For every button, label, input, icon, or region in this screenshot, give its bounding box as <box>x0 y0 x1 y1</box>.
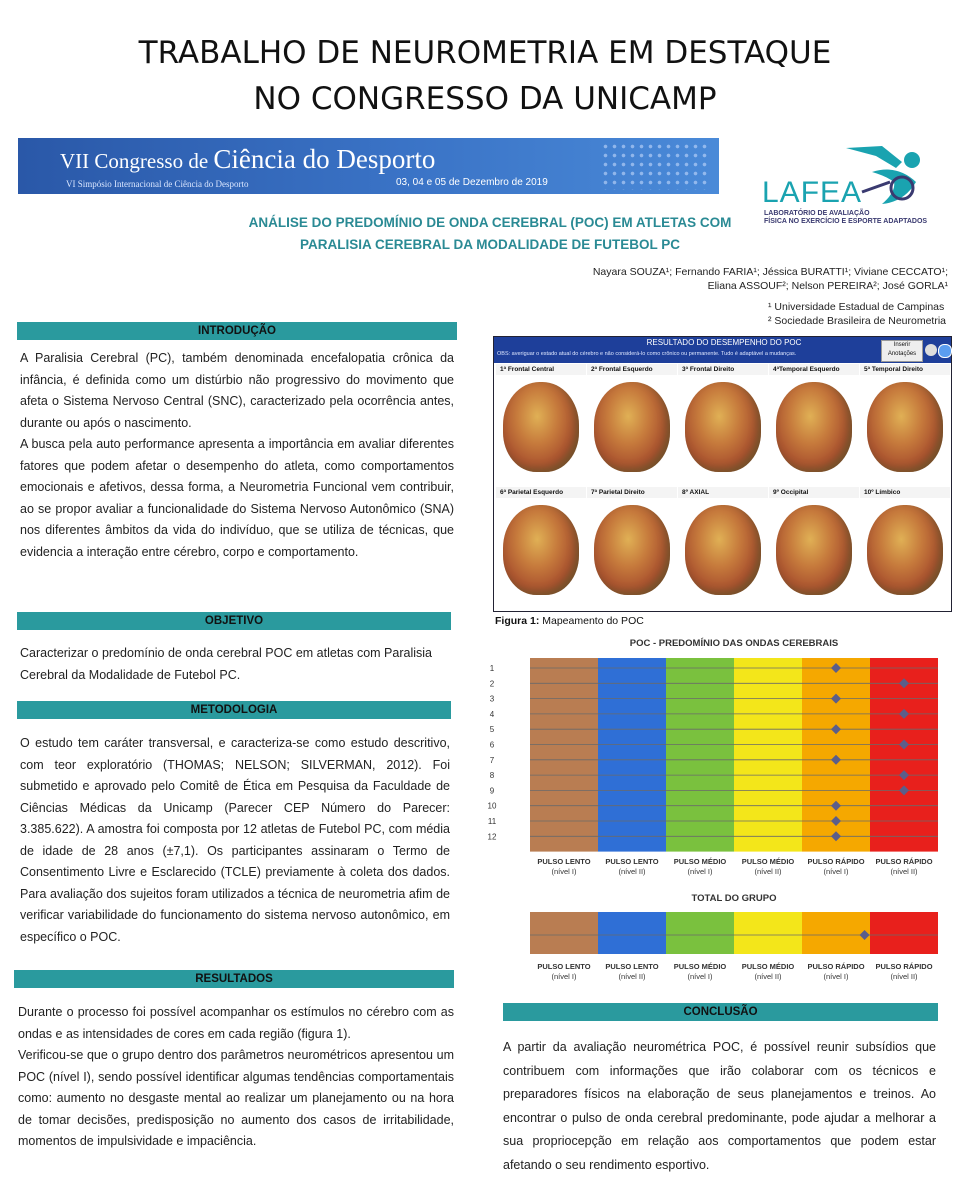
banner-congress-name <box>60 144 435 175</box>
brain-region-cell <box>769 364 859 480</box>
brain-region-cell <box>587 364 677 480</box>
category-label: PULSO RÁPIDO (nível II) <box>875 857 933 876</box>
wave-band <box>598 658 666 852</box>
brain-region-label: 8º AXIAL <box>678 487 768 498</box>
paper-title-line1: ANÁLISE DO PREDOMÍNIO DE ONDA CEREBRAL (POC) EM ATLETAS COM <box>248 215 732 230</box>
wave-band <box>598 912 666 954</box>
brain-map-image <box>594 382 670 472</box>
brain-region-label: 2ª Frontal Esquerdo <box>587 364 677 375</box>
brain-map-image <box>685 382 761 472</box>
insert-notes-button[interactable] <box>881 340 923 362</box>
brain-region-cell <box>678 487 768 603</box>
category-label: PULSO LENTO (nível II) <box>605 962 659 981</box>
poc-results-panel <box>493 336 952 612</box>
wave-band <box>734 658 802 852</box>
results-heading: RESULTADOS <box>14 970 454 988</box>
athlete-label: 7 <box>489 755 495 765</box>
logo-wordmark: LAFEA <box>762 176 863 209</box>
category-label: PULSO RÁPIDO (nível I) <box>807 857 865 876</box>
congress-banner <box>18 138 719 194</box>
methods-paragraph: O estudo tem caráter transversal, e caracteriza-se como estudo descritivo, com teor exploratório (THOMAS; NELSON; SILVERMAN, 2012). Foi submetido e aprovado pelo Comitê de Ética em Pesquisa da Faculdade de Ciências Médicas da Unicamp (Parecer CEP Número do Parecer: 3.385.622). A amostra foi composta por 12 atletas de Futebol PC, com média de idade de 28 anos (±7,1). Os participantes assinaram o Termo de Consentimento Livre e Esclarecido (TCLE) previamente à coleta dos dados. Para avaliação dos sujeitos foram utilizados a técnica de neurometria afim de verificar variabilidade do funcionamento do sistema nervoso autonômico, em específico o POC. <box>20 736 450 944</box>
athlete-label: 9 <box>489 786 495 796</box>
authors-line2: Eliana ASSOUF²; Nelson PEREIRA²; José GORLA¹ <box>707 280 948 292</box>
conclusion-heading: CONCLUSÃO <box>503 1003 938 1021</box>
wave-band <box>530 912 598 954</box>
category-label: PULSO MÉDIO (nível II) <box>741 962 795 981</box>
athlete-label: 11 <box>487 817 497 826</box>
headline <box>0 30 970 122</box>
banner-subtitle: VI Simpósio Internacional de Ciência do Desporto <box>66 179 249 189</box>
poc-chart <box>478 630 953 885</box>
athlete-label: 8 <box>489 771 495 781</box>
category-label: PULSO LENTO (nível II) <box>605 857 659 876</box>
brain-region-cell <box>860 487 950 603</box>
athlete-label: 10 <box>487 801 497 811</box>
athlete-label: 6 <box>489 740 495 750</box>
chart-title: TOTAL DO GRUPO <box>691 893 777 904</box>
wave-band <box>802 912 870 954</box>
category-label: PULSO MÉDIO (nível II) <box>741 857 795 876</box>
logo-sub-line1: LABORATÓRIO DE AVALIAÇÃO <box>764 210 870 217</box>
banner-dots-decoration <box>601 142 711 190</box>
objective-text <box>20 643 450 686</box>
headline-line1: TRABALHO DE NEUROMETRIA EM DESTAQUE <box>138 35 832 71</box>
brain-region-cell <box>769 487 859 603</box>
brain-region-cell <box>587 487 677 603</box>
panel-title: RESULTADO DO DESEMPENHO DO POC <box>646 338 802 347</box>
brain-region-label: 10º Límbico <box>860 487 950 498</box>
objective-heading: OBJETIVO <box>17 612 451 630</box>
wave-band <box>870 912 938 954</box>
authors-line1: Nayara SOUZA¹; Fernando FARIA¹; Jéssica BURATTI¹; Viviane CECCATO¹; <box>592 266 948 278</box>
results-paragraph-1: Durante o processo foi possível acompanhar os estímulos no cérebro com as ondas e as intensidades de cores em cada região (figura 1). <box>18 1005 454 1041</box>
methods-text <box>20 733 450 948</box>
athlete-label: 5 <box>489 725 495 735</box>
affiliation-1: ¹ Universidade Estadual de Campinas <box>768 301 945 313</box>
athlete-label: 2 <box>489 679 495 689</box>
brain-region-label: 3ª Frontal Direito <box>678 364 768 375</box>
help-icon[interactable] <box>938 344 952 358</box>
category-label: PULSO LENTO (nível I) <box>537 857 591 876</box>
category-label: PULSO LENTO (nível I) <box>537 962 591 981</box>
athlete-label: 3 <box>489 694 495 704</box>
brain-region-label: 6ª Parietal Esquerdo <box>496 487 586 498</box>
brain-map-image <box>503 505 579 595</box>
brain-region-label: 4ªTemporal Esquerdo <box>769 364 859 375</box>
conclusion-paragraph: A partir da avaliação neurométrica POC, é possível reunir subsídios que contribuem com informações que irão colaborar com os técnicos e preparadores físicos na elaboração de seus planejamentos e treinos. Ao encontrar o pulso de onda cerebral predominante, pode ajudar a melhorar a sua propriocepção em relação aos comportamentos que podem estar afetando o seu rendimento esportivo. <box>503 1040 936 1172</box>
figure-1-label: Figura 1: <box>495 615 540 627</box>
brain-region-cell <box>496 364 586 480</box>
panel-obs: OBS: averiguar o estado atual do cérebro e não considerá-lo como crônico ou permanente. Tudo é adaptável a mudanças. <box>497 351 797 357</box>
wave-band <box>666 912 734 954</box>
intro-paragraph-2: A busca pela auto performance apresenta a importância em avaliar diferentes fatores que podem afetar o desempenho do atleta, como comportamentos emocionais e afetivos, dessa forma, a Neurometria Funcional vem contribuir, ao se propor avaliar a funcionalidade do Sistema Nervoso Autonômico (SNA) nos diferentes âmbitos da vida do indivíduo, que se utiliza de técnicas, que evidencia a interação entre cérebro, corpo e comportamento. <box>20 437 454 559</box>
brain-map-image <box>685 505 761 595</box>
affiliations <box>768 300 946 328</box>
brain-region-cell <box>860 364 950 480</box>
results-text <box>18 1002 454 1153</box>
category-label: PULSO MÉDIO (nível I) <box>673 962 727 981</box>
athlete-label: 1 <box>489 664 495 673</box>
wave-band <box>666 658 734 852</box>
athlete-label: 4 <box>489 709 495 719</box>
banner-dates: 03, 04 e 05 de Dezembro de 2019 <box>396 177 548 188</box>
brain-map-image <box>776 505 852 595</box>
panel-header <box>494 337 951 363</box>
category-label: PULSO RÁPIDO (nível II) <box>875 962 933 981</box>
brain-region-cell <box>496 487 586 603</box>
figure-1-text: Mapeamento do POC <box>539 615 644 627</box>
objective-paragraph: Caracterizar o predomínio de onda cerebral POC em atletas com Paralisia Cerebral da Modalidade de Futebol PC. <box>20 646 432 682</box>
affiliation-2: ² Sociedade Brasileira de Neurometria <box>768 315 947 327</box>
insert-notes-label2: Anotações <box>887 351 917 357</box>
banner-prefix: VII Congresso de <box>60 149 209 173</box>
brain-region-label: 9º Occipital <box>769 487 859 498</box>
brain-region-cell <box>678 364 768 480</box>
brain-map-image <box>867 382 943 472</box>
category-label: PULSO MÉDIO (nível I) <box>673 857 727 876</box>
brain-region-label: 5ª Temporal Direito <box>860 364 950 375</box>
athlete-label: 12 <box>487 832 497 842</box>
paper-title-line2: PARALISIA CEREBRAL DA MODALIDADE DE FUTEBOL PC <box>299 237 680 252</box>
wave-band <box>530 658 598 852</box>
print-icon[interactable] <box>925 344 937 356</box>
results-paragraph-2: Verificou-se que o grupo dentro dos parâmetros neurométricos apresentou um POC (nível I), sendo possível identificar algumas tendências comportamentais como: aumento no desgaste mental ao realizar um planejamento ou na hora de tomar decisões, predisposição no aumento dos casos de irritabilidade, momentos de impulsividade e impaciência. <box>18 1048 454 1148</box>
conclusion-text <box>503 1036 936 1177</box>
methods-heading: METODOLOGIA <box>17 701 451 719</box>
logo-sub-line2: FÍSICA NO EXERCÍCIO E ESPORTE ADAPTADOS <box>764 218 928 225</box>
authors <box>593 265 948 293</box>
category-label: PULSO RÁPIDO (nível I) <box>807 962 865 981</box>
brain-map-image <box>503 382 579 472</box>
intro-paragraph-1: A Paralisia Cerebral (PC), também denominada encefalopatia crônica da infância, é definida como um distúrbio não progressivo do movimento que afeta o Sistema Nervoso Central (SNC), caracterizado pela ocorrência antes, durante ou após o nascimento. <box>20 351 454 430</box>
brain-map-image <box>867 505 943 595</box>
brain-region-label: 7ª Parietal Direito <box>587 487 677 498</box>
chart-title: POC - PREDOMÍNIO DAS ONDAS CEREBRAIS <box>629 638 839 649</box>
insert-notes-label1: Inserir <box>893 342 911 348</box>
paper-title <box>170 212 810 256</box>
wave-band <box>734 912 802 954</box>
intro-heading: INTRODUÇÃO <box>17 322 457 340</box>
brain-map-image <box>776 382 852 472</box>
figure-1-caption <box>495 615 644 627</box>
group-total-chart <box>478 885 953 985</box>
brain-map-image <box>594 505 670 595</box>
headline-line2: NO CONGRESSO DA UNICAMP <box>253 81 717 117</box>
brain-region-label: 1ª Frontal Central <box>496 364 586 375</box>
intro-text <box>20 348 454 563</box>
banner-name: Ciência do Desporto <box>213 144 436 174</box>
